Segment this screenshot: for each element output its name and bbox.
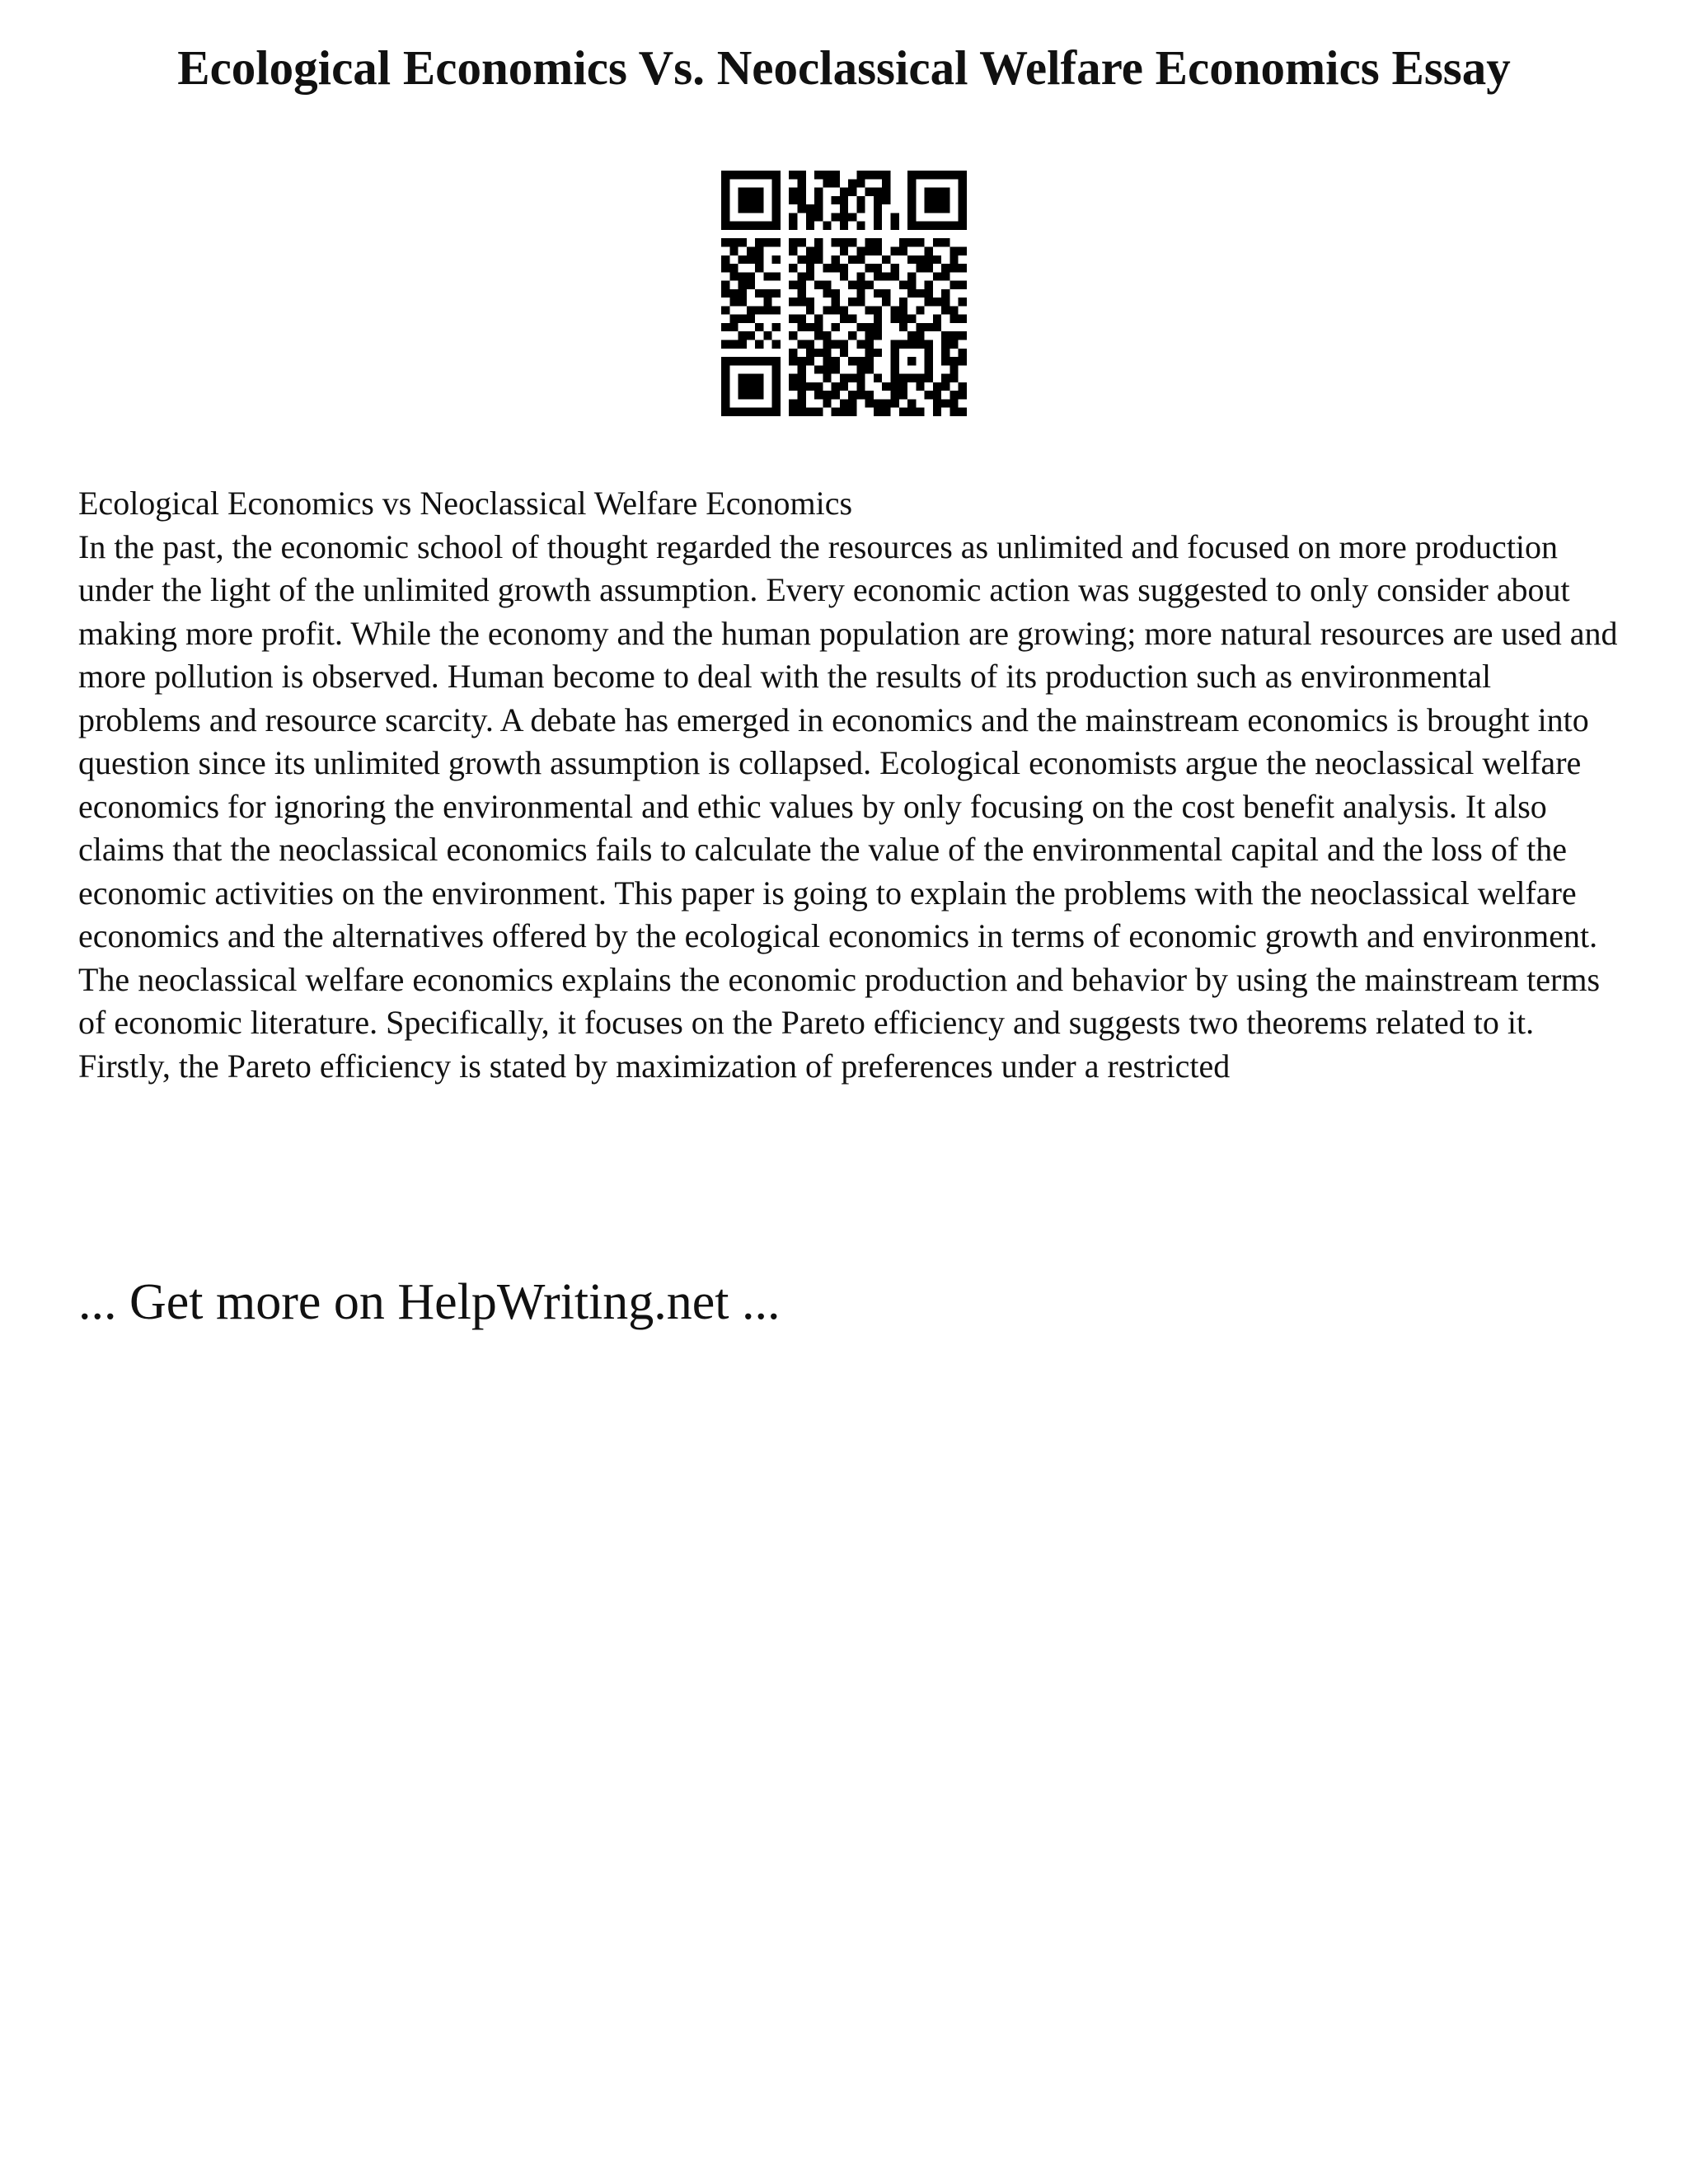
- essay-paragraph-1: In the past, the economic school of thought regarded the resources as unlimited and focused on more production under the light of the unlimited growth assumption. Every economic action was suggested to only consider about making more profit. While the economy and the human population are growing; more natural resources are used and more pollution is observed. Human become to deal with the results of its production such as environmental problems and resource scarcity. A debate has emerged in economics and the mainstream economics is brought into question since its unlimited growth assumption is collapsed. Ecological economists argue the neoclassical welfare economics for ignoring the environmental and ethic values by only focusing on the cost benefit analysis. It also claims that the neoclassical economics fails to calculate the value of the environmental capital and the loss of the economic activities on the environment. This paper is going to explain the problems with the neoclassical welfare economics and the alternatives offered by the ecological economics in terms of economic growth and environment.: [78, 527, 1618, 954]
- essay-body: [78, 482, 1620, 1088]
- get-more-link[interactable]: ... Get more on HelpWriting.net ...: [78, 1274, 781, 1330]
- document-title: Ecological Economics Vs. Neoclassical Welfare Economics Essay: [177, 40, 1511, 95]
- qr-code-icon: [721, 171, 967, 416]
- essay-subtitle: Ecological Economics vs Neoclassical Welfare Economics: [78, 485, 853, 522]
- essay-paragraph-2: The neoclassical welfare economics explains the economic production and behavior by using the mainstream terms of economic literature. Specifically, it focuses on the Pareto efficiency and suggests two theorems related to it. Firstly, the Pareto efficiency is stated by maximization of preferences under a restricted: [78, 960, 1601, 1085]
